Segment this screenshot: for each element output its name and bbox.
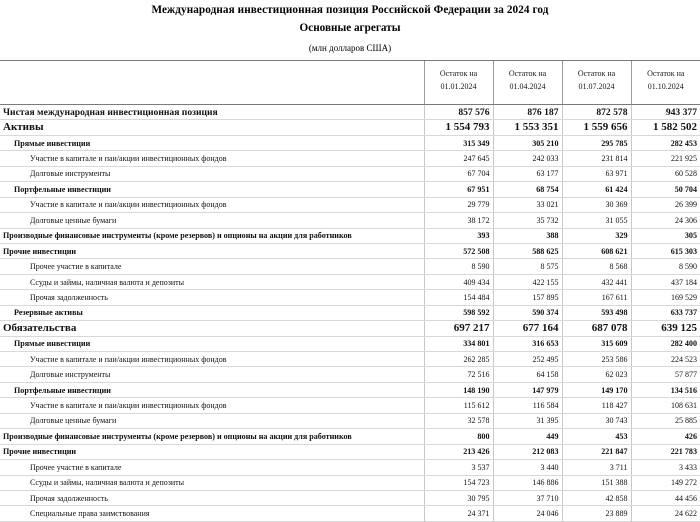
row-label: Прямые инвестиции — [0, 135, 424, 150]
column-header-3 — [631, 61, 700, 105]
row-value-2: 30 743 — [562, 413, 631, 428]
row-value-2: 30 369 — [562, 197, 631, 212]
row-label: Прочая задолженность — [0, 290, 424, 305]
row-value-0: 598 592 — [424, 305, 493, 320]
row-value-2: 63 971 — [562, 166, 631, 181]
row-value-2: 687 078 — [562, 321, 631, 336]
row-value-0: 697 217 — [424, 321, 493, 336]
table-row — [0, 336, 700, 351]
column-header-prefix-2: Остаток на — [563, 68, 631, 79]
row-value-2: 31 055 — [562, 213, 631, 228]
row-value-0: 800 — [424, 429, 493, 444]
row-value-1: 3 440 — [493, 460, 562, 475]
row-value-3: 50 704 — [631, 182, 700, 197]
row-label: Прочие инвестиции — [0, 444, 424, 459]
row-value-3: 24 306 — [631, 213, 700, 228]
table-row — [0, 228, 700, 243]
row-value-3: 224 523 — [631, 352, 700, 367]
row-value-1: 31 395 — [493, 413, 562, 428]
row-value-2: 42 858 — [562, 490, 631, 505]
row-value-1: 63 177 — [493, 166, 562, 181]
units-label: (млн долларов США) — [0, 40, 700, 56]
row-label: Участие в капитале и паи/акции инвестиционных фондов — [0, 197, 424, 212]
row-value-0: 262 285 — [424, 352, 493, 367]
row-value-3: 943 377 — [631, 105, 700, 120]
table-row — [0, 382, 700, 397]
row-label: Специальные права заимствования — [0, 506, 424, 521]
table-row — [0, 166, 700, 181]
table-body — [0, 105, 700, 522]
column-header-prefix-1: Остаток на — [494, 68, 562, 79]
row-value-0: 72 516 — [424, 367, 493, 382]
row-label: Участие в капитале и паи/акции инвестиционных фондов — [0, 398, 424, 413]
row-value-0: 38 172 — [424, 213, 493, 228]
table-row — [0, 135, 700, 150]
row-value-1: 24 046 — [493, 506, 562, 521]
row-value-3: 44 456 — [631, 490, 700, 505]
row-label: Производные финансовые инструменты (кроме резервов) и опционы на акции для работников — [0, 228, 424, 243]
row-value-1: 242 033 — [493, 151, 562, 166]
table-row — [0, 182, 700, 197]
row-value-3: 1 582 502 — [631, 120, 700, 135]
table-row — [0, 213, 700, 228]
table-row — [0, 352, 700, 367]
row-value-2: 253 586 — [562, 352, 631, 367]
row-value-2: 315 609 — [562, 336, 631, 351]
row-value-1: 35 732 — [493, 213, 562, 228]
row-label: Долговые ценные бумаги — [0, 213, 424, 228]
title-block — [0, 0, 700, 56]
row-label: Портфельные инвестиции — [0, 382, 424, 397]
row-value-1: 252 495 — [493, 352, 562, 367]
row-value-3: 108 631 — [631, 398, 700, 413]
table-row — [0, 413, 700, 428]
row-value-0: 154 484 — [424, 290, 493, 305]
row-value-0: 409 434 — [424, 274, 493, 289]
table-row — [0, 259, 700, 274]
table-row — [0, 243, 700, 258]
table-row — [0, 490, 700, 505]
row-value-1: 33 021 — [493, 197, 562, 212]
row-label: Прочие инвестиции — [0, 243, 424, 258]
row-label: Прямые инвестиции — [0, 336, 424, 351]
table-row — [0, 120, 700, 135]
column-header-date-0: 01.01.2024 — [425, 81, 493, 92]
table-row — [0, 460, 700, 475]
row-label: Обязательства — [0, 321, 424, 336]
row-label: Долговые инструменты — [0, 166, 424, 181]
row-value-0: 8 590 — [424, 259, 493, 274]
row-value-1: 316 653 — [493, 336, 562, 351]
row-label: Прочее участие в капитале — [0, 259, 424, 274]
column-header-1 — [493, 61, 562, 105]
row-value-1: 388 — [493, 228, 562, 243]
table-row — [0, 274, 700, 289]
table-row — [0, 367, 700, 382]
row-value-1: 876 187 — [493, 105, 562, 120]
row-value-2: 23 889 — [562, 506, 631, 521]
table-row — [0, 197, 700, 212]
row-value-1: 157 895 — [493, 290, 562, 305]
row-value-3: 169 529 — [631, 290, 700, 305]
table-row — [0, 506, 700, 521]
row-value-0: 32 578 — [424, 413, 493, 428]
table-row — [0, 305, 700, 320]
row-value-2: 329 — [562, 228, 631, 243]
row-value-1: 68 754 — [493, 182, 562, 197]
row-value-2: 3 711 — [562, 460, 631, 475]
row-value-1: 305 210 — [493, 135, 562, 150]
row-value-3: 615 303 — [631, 243, 700, 258]
table-row — [0, 444, 700, 459]
row-value-3: 134 516 — [631, 382, 700, 397]
row-value-2: 295 785 — [562, 135, 631, 150]
row-label: Ссуды и займы, наличная валюта и депозиты — [0, 475, 424, 490]
row-value-1: 590 374 — [493, 305, 562, 320]
row-value-1: 422 155 — [493, 274, 562, 289]
row-value-0: 154 723 — [424, 475, 493, 490]
column-header-date-2: 01.07.2024 — [563, 81, 631, 92]
table-row — [0, 398, 700, 413]
row-label: Резервные активы — [0, 305, 424, 320]
column-header-label — [0, 61, 424, 105]
row-value-3: 26 399 — [631, 197, 700, 212]
row-value-3: 305 — [631, 228, 700, 243]
row-value-3: 57 877 — [631, 367, 700, 382]
row-value-2: 62 023 — [562, 367, 631, 382]
row-value-2: 1 559 656 — [562, 120, 631, 135]
row-value-3: 3 433 — [631, 460, 700, 475]
row-label: Участие в капитале и паи/акции инвестиционных фондов — [0, 151, 424, 166]
row-value-0: 115 612 — [424, 398, 493, 413]
row-label: Чистая международная инвестиционная позиция — [0, 105, 424, 120]
row-value-0: 393 — [424, 228, 493, 243]
row-value-2: 8 568 — [562, 259, 631, 274]
row-value-0: 315 349 — [424, 135, 493, 150]
row-label: Активы — [0, 120, 424, 135]
table-row — [0, 151, 700, 166]
row-value-0: 67 704 — [424, 166, 493, 181]
table-head — [0, 61, 700, 105]
row-value-2: 432 441 — [562, 274, 631, 289]
table-row — [0, 429, 700, 444]
row-value-0: 1 554 793 — [424, 120, 493, 135]
row-value-0: 67 951 — [424, 182, 493, 197]
page-subtitle: Основные агрегаты — [0, 20, 700, 37]
row-value-3: 221 783 — [631, 444, 700, 459]
table-row — [0, 105, 700, 120]
investment-position-table — [0, 60, 700, 522]
row-value-0: 148 190 — [424, 382, 493, 397]
row-value-0: 247 645 — [424, 151, 493, 166]
row-value-0: 24 371 — [424, 506, 493, 521]
row-value-3: 282 400 — [631, 336, 700, 351]
row-value-3: 25 885 — [631, 413, 700, 428]
row-value-1: 37 710 — [493, 490, 562, 505]
row-value-2: 118 427 — [562, 398, 631, 413]
row-value-2: 231 814 — [562, 151, 631, 166]
row-value-2: 872 578 — [562, 105, 631, 120]
row-label: Прочее участие в капитале — [0, 460, 424, 475]
row-value-3: 149 272 — [631, 475, 700, 490]
row-value-0: 3 537 — [424, 460, 493, 475]
row-value-2: 608 621 — [562, 243, 631, 258]
row-value-0: 334 801 — [424, 336, 493, 351]
row-value-3: 633 737 — [631, 305, 700, 320]
row-label: Портфельные инвестиции — [0, 182, 424, 197]
row-label: Ссуды и займы, наличная валюта и депозиты — [0, 274, 424, 289]
column-header-2 — [562, 61, 631, 105]
row-label: Долговые ценные бумаги — [0, 413, 424, 428]
row-value-2: 151 388 — [562, 475, 631, 490]
row-value-0: 30 795 — [424, 490, 493, 505]
row-value-2: 167 611 — [562, 290, 631, 305]
row-value-1: 677 164 — [493, 321, 562, 336]
row-label: Долговые инструменты — [0, 367, 424, 382]
row-value-3: 221 925 — [631, 151, 700, 166]
row-label: Производные финансовые инструменты (кроме резервов) и опционы на акции для работников — [0, 429, 424, 444]
row-value-0: 857 576 — [424, 105, 493, 120]
row-value-1: 147 979 — [493, 382, 562, 397]
row-value-0: 213 426 — [424, 444, 493, 459]
row-value-1: 212 083 — [493, 444, 562, 459]
row-value-1: 64 158 — [493, 367, 562, 382]
row-value-3: 24 622 — [631, 506, 700, 521]
row-value-3: 639 125 — [631, 321, 700, 336]
row-value-0: 572 508 — [424, 243, 493, 258]
row-value-2: 593 498 — [562, 305, 631, 320]
row-value-1: 1 553 351 — [493, 120, 562, 135]
row-value-3: 437 184 — [631, 274, 700, 289]
row-value-3: 426 — [631, 429, 700, 444]
row-label: Участие в капитале и паи/акции инвестиционных фондов — [0, 352, 424, 367]
row-value-1: 8 575 — [493, 259, 562, 274]
row-value-3: 8 590 — [631, 259, 700, 274]
row-value-1: 146 886 — [493, 475, 562, 490]
row-value-2: 61 424 — [562, 182, 631, 197]
page-title: Международная инвестиционная позиция Российской Федерации за 2024 год — [0, 3, 700, 18]
row-value-2: 221 847 — [562, 444, 631, 459]
table-row — [0, 475, 700, 490]
column-header-date-1: 01.04.2024 — [494, 81, 562, 92]
row-value-1: 588 625 — [493, 243, 562, 258]
row-value-1: 116 584 — [493, 398, 562, 413]
column-header-date-3: 01.10.2024 — [632, 81, 700, 92]
column-header-prefix-0: Остаток на — [425, 68, 493, 79]
table-row — [0, 321, 700, 336]
row-value-2: 453 — [562, 429, 631, 444]
table-header-row — [0, 61, 700, 105]
row-value-3: 282 453 — [631, 135, 700, 150]
column-header-0 — [424, 61, 493, 105]
column-header-prefix-3: Остаток на — [632, 68, 700, 79]
row-label: Прочая задолженность — [0, 490, 424, 505]
row-value-3: 60 528 — [631, 166, 700, 181]
row-value-2: 149 170 — [562, 382, 631, 397]
row-value-0: 29 779 — [424, 197, 493, 212]
row-value-1: 449 — [493, 429, 562, 444]
table-row — [0, 290, 700, 305]
